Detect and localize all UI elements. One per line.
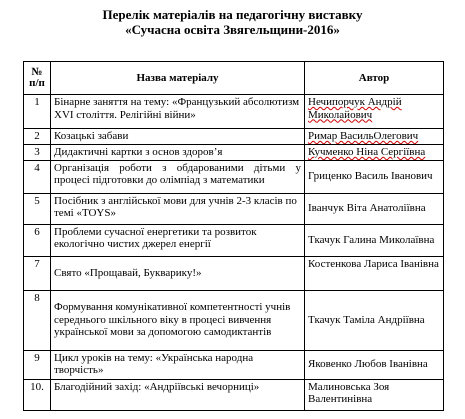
- author-cell: [305, 129, 444, 145]
- row-number: 1: [24, 95, 51, 129]
- material-cell: Посібник з англійської мови для учнів 2-3 класів по темі «TOYS»: [51, 193, 305, 224]
- title-line-1: Перелік матеріалів на педагогічну виставку: [102, 7, 363, 22]
- author-cell: Яковенко Любов Іванівна: [305, 350, 444, 379]
- materials-table: [23, 61, 444, 411]
- table-row: [24, 290, 444, 350]
- author-name: Нечипорчук Андрій Миколайович: [308, 96, 402, 121]
- material-cell: Проблеми сучасної енергетики та розвиток екологічно чистих джерел енергії: [51, 224, 305, 256]
- table-row: [24, 129, 444, 145]
- material-cell: Цикл уроків на тему: «Українська народна творчість»: [51, 350, 305, 379]
- table-row: [24, 145, 444, 161]
- material-cell: Козацькі забави: [51, 129, 305, 145]
- author-cell: Іванчук Віта Анатоліївна: [305, 193, 444, 224]
- header-number-line1: №: [31, 66, 43, 78]
- author-cell: Костенкова Лариса Іванівна: [305, 256, 444, 290]
- table-row: [24, 160, 444, 193]
- row-number: 10.: [24, 379, 51, 410]
- row-number: 7: [24, 256, 51, 290]
- table-row: [24, 193, 444, 224]
- author-cell: [305, 145, 444, 161]
- table-row: [24, 95, 444, 129]
- table-row: [24, 256, 444, 290]
- table-row: [24, 379, 444, 410]
- document-title: [0, 7, 465, 37]
- author-cell: Гриценко Василь Іванович: [305, 160, 444, 193]
- header-number: [24, 62, 51, 95]
- material-cell: Організація роботи з обдарованими дітьми у процесі підготовки до олімпіад з математики: [51, 160, 305, 193]
- row-number: 4: [24, 160, 51, 193]
- author-cell: Малиновська Зоя Валентинівна: [305, 379, 444, 410]
- table-header-row: [24, 62, 444, 95]
- material-cell: Свято «Прощавай, Букварику!»: [51, 256, 305, 290]
- material-cell: Формування комунікативної компетентності учнів середнього шкільного віку в процесі вивчення української мови за допомогою самодиктантів: [51, 290, 305, 350]
- title-line-2: «Сучасна освіта Звягельщини-2016»: [125, 22, 340, 37]
- header-author: Автор: [305, 62, 444, 95]
- header-material: Назва матеріалу: [51, 62, 305, 95]
- author-cell: Ткачук Галина Миколаївна: [305, 224, 444, 256]
- author-name: Кучменко Ніна Сергіївна: [308, 146, 426, 158]
- row-number: 9: [24, 350, 51, 379]
- row-number: 5: [24, 193, 51, 224]
- author-cell: Ткачук Таміла Андріївна: [305, 290, 444, 350]
- row-number: 2: [24, 129, 51, 145]
- author-name: Римар ВасильОлегович: [308, 130, 419, 142]
- header-number-line2: п/п: [29, 77, 45, 89]
- row-number: 6: [24, 224, 51, 256]
- material-cell: Бінарне заняття на тему: «Французький абсолютизм XVI століття. Релігійні війни»: [51, 95, 305, 129]
- table-row: [24, 350, 444, 379]
- row-number: 3: [24, 145, 51, 161]
- material-cell: Благодійний захід: «Андріївські вечорниці»: [51, 379, 305, 410]
- material-cell: Дидактичні картки з основ здоров’я: [51, 145, 305, 161]
- row-number: 8: [24, 290, 51, 350]
- table-row: [24, 224, 444, 256]
- author-cell: [305, 95, 444, 129]
